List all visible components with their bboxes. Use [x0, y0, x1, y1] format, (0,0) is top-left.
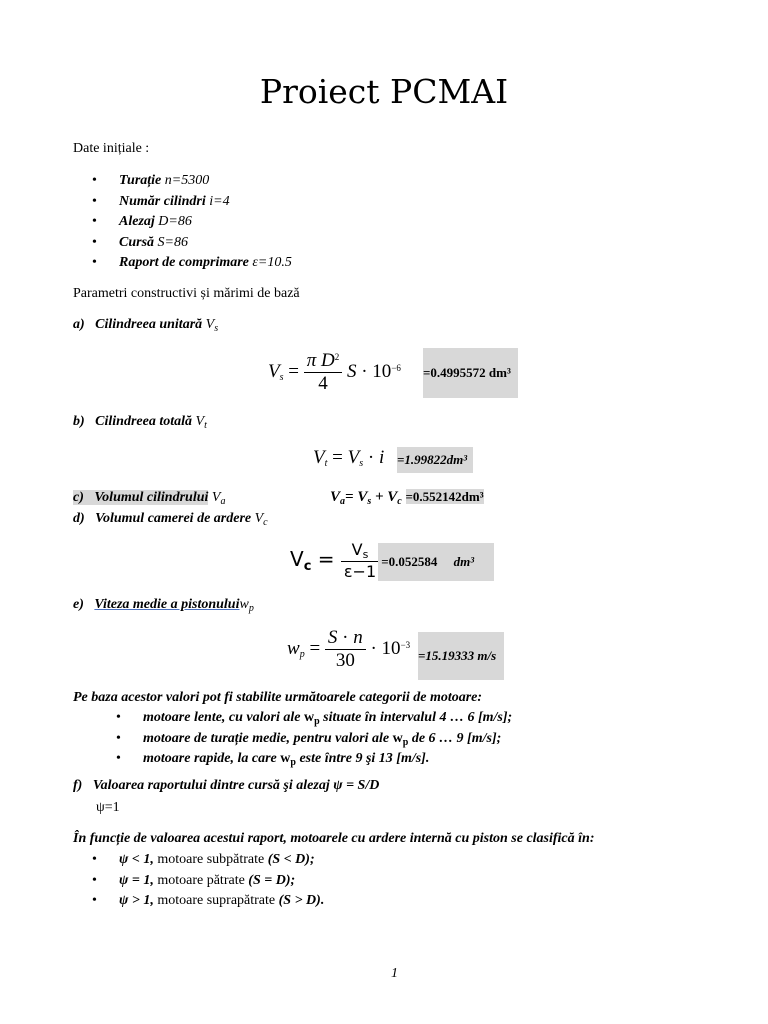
intro-text: Date inițiale :	[73, 141, 150, 156]
formula-wp: $w_p$ = $\frac{S \cdot n}{30}$ · $10^{-3}$	[287, 627, 411, 671]
result-vc: =0.052584 dm³	[378, 543, 494, 581]
categories-intro: Pe baza acestor valori pot fi stabilite următoarele categorii de motoare:	[73, 690, 483, 705]
list-item: • ψ > 1, motoare suprapătrate (S > D).	[119, 891, 324, 912]
motor-categories-list	[143, 708, 512, 770]
heading-d: d) Volumul camerei de ardere $V_c$	[73, 511, 268, 528]
section-heading: Parametri constructivi și mărimi de bază	[73, 286, 300, 301]
heading-c: c) Volumul cilindrului $V_a$	[73, 490, 226, 507]
heading-f: f) Valoarea raportului dintre cursă şi alezaj ψ = S/D	[73, 778, 380, 793]
heading-b: b) Cilindreea totală $V_t$	[73, 414, 207, 431]
list-item: • ψ = 1, motoare pătrate (S = D);	[119, 871, 324, 892]
list-item: • Raport de comprimare ε=10.5	[119, 253, 292, 274]
result-vt: =1.99822dm³	[397, 447, 473, 473]
formula-vt: $V_t = V_s \cdot i$	[313, 447, 385, 469]
list-item: • Alezaj D=86	[119, 212, 292, 233]
list-item: • Turație n=5300	[119, 171, 292, 192]
formula-vc: $V_c$ = $\frac{Vs}{\varepsilon-1}$	[290, 540, 379, 581]
list-item: • motoare de turație medie, pentru valori ale $w_p$ de 6 … 9 [m/s];	[143, 729, 512, 750]
classification-list	[119, 850, 324, 912]
formula-vs: $V_s$ = $\frac{\pi D^2}{4}$ $S \cdot 10^{-6}$	[268, 350, 401, 394]
list-item: • Număr cilindri i=4	[119, 192, 292, 213]
result-wp: =15.19333 m/s	[418, 632, 504, 680]
initial-data-list	[119, 171, 292, 274]
page-number: 1	[391, 966, 398, 981]
list-item: • Cursă S=86	[119, 233, 292, 254]
list-item: • motoare lente, cu valori ale $w_p$ situate în intervalul 4 … 6 [m/s];	[143, 708, 512, 729]
classification-intro: În funcție de valoarea acestui raport, motoarele cu ardere internă cu piston se clasifică în:	[73, 831, 595, 846]
heading-e: e) Viteza medie a pistonuluiw$_p$	[73, 597, 254, 614]
psi-value: ψ=1	[96, 800, 120, 815]
heading-a: a) Cilindreea unitară $V_s$	[73, 317, 219, 334]
list-item: • motoare rapide, la care $w_p$ este între 9 şi 13 [m/s].	[143, 749, 512, 770]
result-vs: =0.4995572 dm³	[423, 348, 518, 398]
page-title: Proiect PCMAI	[259, 72, 509, 111]
list-item: • ψ < 1, motoare subpătrate (S < D);	[119, 850, 324, 871]
formula-va: $V_a= V_s + V_c =0.552142dm^3$	[330, 489, 484, 507]
